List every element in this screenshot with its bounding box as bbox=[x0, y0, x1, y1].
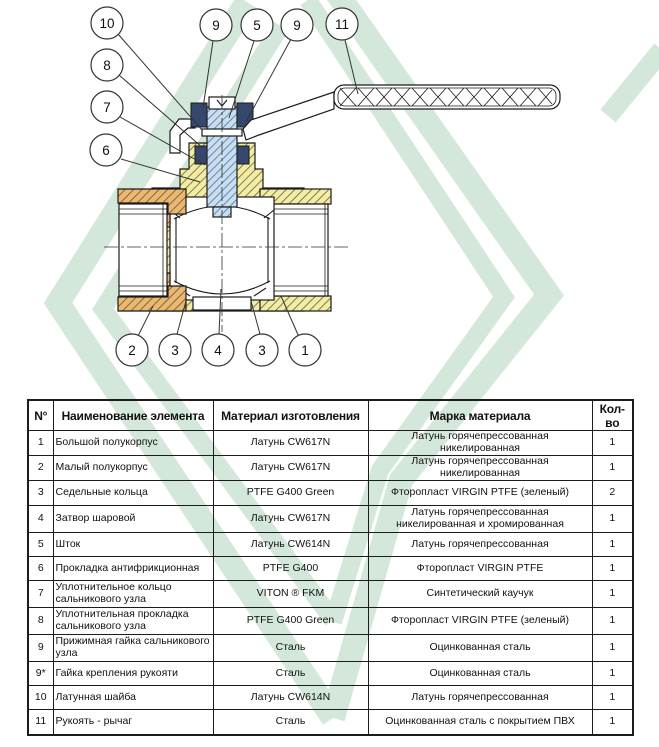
callout-9b bbox=[281, 9, 313, 41]
cell-name: Уплотнительная прокладка сальникового узла bbox=[53, 608, 213, 635]
callout-10 bbox=[91, 7, 123, 39]
cell-no: 10 bbox=[28, 686, 53, 710]
cell-material: VITON ® FKM bbox=[213, 581, 368, 608]
cell-no: 3 bbox=[28, 481, 53, 506]
cell-name: Прокладка антифрикционная bbox=[53, 557, 213, 581]
callout-8 bbox=[91, 49, 123, 81]
cell-name: Уплотнительное кольцо сальникового узла bbox=[53, 581, 213, 608]
cell-name: Шток bbox=[53, 533, 213, 557]
handle-bar bbox=[334, 85, 560, 109]
svg-text:3: 3 bbox=[258, 343, 266, 358]
svg-text:9: 9 bbox=[293, 18, 301, 33]
cell-name: Седельные кольца bbox=[53, 481, 213, 506]
cell-no: 6 bbox=[28, 557, 53, 581]
svg-text:5: 5 bbox=[253, 18, 261, 33]
callout-4 bbox=[202, 334, 234, 366]
table-row bbox=[28, 481, 633, 506]
cell-material: Сталь bbox=[213, 662, 368, 686]
column-header-1: Наименование элемента bbox=[53, 400, 213, 431]
cell-name: Прижимная гайка сальникового узла bbox=[53, 635, 213, 662]
cell-qty: 1 bbox=[592, 635, 633, 662]
svg-text:3: 3 bbox=[171, 343, 179, 358]
column-header-2: Материал изготовления bbox=[213, 400, 368, 431]
cell-no: 7 bbox=[28, 581, 53, 608]
table-row bbox=[28, 456, 633, 481]
cell-marka: Латунь горячепрессованная никелированная и хромированная bbox=[368, 506, 592, 533]
cell-name: Гайка крепления рукояти bbox=[53, 662, 213, 686]
cell-marka: Латунь горячепрессованная bbox=[368, 686, 592, 710]
table-row bbox=[28, 506, 633, 533]
callout-5 bbox=[241, 9, 273, 41]
cell-marka: Фторопласт VIRGIN PTFE (зеленый) bbox=[368, 608, 592, 635]
table-row bbox=[28, 608, 633, 635]
table-header-row bbox=[28, 400, 633, 431]
callout-11 bbox=[326, 8, 358, 40]
cell-name: Большой полукорпус bbox=[53, 431, 213, 456]
cell-marka: Фторопласт VIRGIN PTFE (зеленый) bbox=[368, 481, 592, 506]
cell-qty: 1 bbox=[592, 662, 633, 686]
cell-no: 8 bbox=[28, 608, 53, 635]
cell-no: 1 bbox=[28, 431, 53, 456]
table-body bbox=[28, 431, 633, 735]
table-row bbox=[28, 710, 633, 735]
cell-material: Сталь bbox=[213, 710, 368, 735]
column-header-4: Кол-во bbox=[592, 400, 633, 431]
cell-no: 2 bbox=[28, 456, 53, 481]
cell-qty: 1 bbox=[592, 431, 633, 456]
left-bore bbox=[119, 204, 167, 296]
cell-name: Рукоять - рычаг bbox=[53, 710, 213, 735]
cell-marka: Оцинкованная сталь с покрытием ПВХ bbox=[368, 710, 592, 735]
cell-marka: Оцинкованная сталь bbox=[368, 635, 592, 662]
cell-no: 5 bbox=[28, 533, 53, 557]
gland-left bbox=[195, 146, 207, 164]
cell-no: 9* bbox=[28, 662, 53, 686]
column-header-0: N° bbox=[28, 400, 53, 431]
cell-marka: Латунь горячепрессованная bbox=[368, 533, 592, 557]
cell-marka: Синтетический каучук bbox=[368, 581, 592, 608]
svg-text:4: 4 bbox=[214, 343, 222, 358]
cell-qty: 1 bbox=[592, 710, 633, 735]
cell-material: Латунь CW617N bbox=[213, 431, 368, 456]
callout-1 bbox=[289, 334, 321, 366]
callout-7 bbox=[91, 91, 123, 123]
cell-no: 4 bbox=[28, 506, 53, 533]
cell-marka: Латунь горячепрессованная никелированная bbox=[368, 431, 592, 456]
table-row bbox=[28, 662, 633, 686]
column-header-3: Марка материала bbox=[368, 400, 592, 431]
cell-material: Латунь CW614N bbox=[213, 686, 368, 710]
gland-right bbox=[237, 146, 249, 164]
cell-material: PTFE G400 Green bbox=[213, 608, 368, 635]
cell-marka: Латунь горячепрессованная никелированная bbox=[368, 456, 592, 481]
table-row bbox=[28, 635, 633, 662]
cell-marka: Оцинкованная сталь bbox=[368, 662, 592, 686]
cell-qty: 1 bbox=[592, 608, 633, 635]
cell-material: Латунь CW617N bbox=[213, 456, 368, 481]
packing-nut-left bbox=[191, 103, 207, 127]
cell-material: PTFE G400 Green bbox=[213, 481, 368, 506]
svg-text:2: 2 bbox=[128, 343, 136, 358]
cell-qty: 1 bbox=[592, 581, 633, 608]
callout-2 bbox=[116, 334, 148, 366]
cell-qty: 1 bbox=[592, 557, 633, 581]
svg-text:9: 9 bbox=[212, 18, 220, 33]
table-row bbox=[28, 557, 633, 581]
svg-text:8: 8 bbox=[103, 58, 111, 73]
svg-text:10: 10 bbox=[99, 16, 115, 31]
svg-text:1: 1 bbox=[301, 343, 309, 358]
cell-name: Затвор шаровой bbox=[53, 506, 213, 533]
cell-no: 9 bbox=[28, 635, 53, 662]
table-row bbox=[28, 686, 633, 710]
cell-qty: 2 bbox=[592, 481, 633, 506]
table-row bbox=[28, 581, 633, 608]
cell-material: Латунь CW617N bbox=[213, 506, 368, 533]
cell-qty: 1 bbox=[592, 506, 633, 533]
cell-material: Сталь bbox=[213, 635, 368, 662]
cell-no: 11 bbox=[28, 710, 53, 735]
svg-text:11: 11 bbox=[334, 17, 350, 32]
callout-3b bbox=[246, 334, 278, 366]
parts-table bbox=[27, 399, 634, 736]
callout-9a bbox=[200, 9, 232, 41]
cell-qty: 1 bbox=[592, 686, 633, 710]
table-row bbox=[28, 533, 633, 557]
table-row bbox=[28, 431, 633, 456]
callout-3a bbox=[159, 334, 191, 366]
cell-qty: 1 bbox=[592, 456, 633, 481]
cell-material: Латунь CW614N bbox=[213, 533, 368, 557]
handle-lever bbox=[243, 92, 334, 140]
cell-name: Малый полукорпус bbox=[53, 456, 213, 481]
cell-marka: Фторопласт VIRGIN PTFE bbox=[368, 557, 592, 581]
svg-text:7: 7 bbox=[103, 100, 111, 115]
cell-material: PTFE G400 bbox=[213, 557, 368, 581]
callout-6 bbox=[90, 134, 122, 166]
right-bore bbox=[266, 204, 328, 296]
svg-text:6: 6 bbox=[102, 143, 110, 158]
cell-name: Латунная шайба bbox=[53, 686, 213, 710]
cell-qty: 1 bbox=[592, 533, 633, 557]
